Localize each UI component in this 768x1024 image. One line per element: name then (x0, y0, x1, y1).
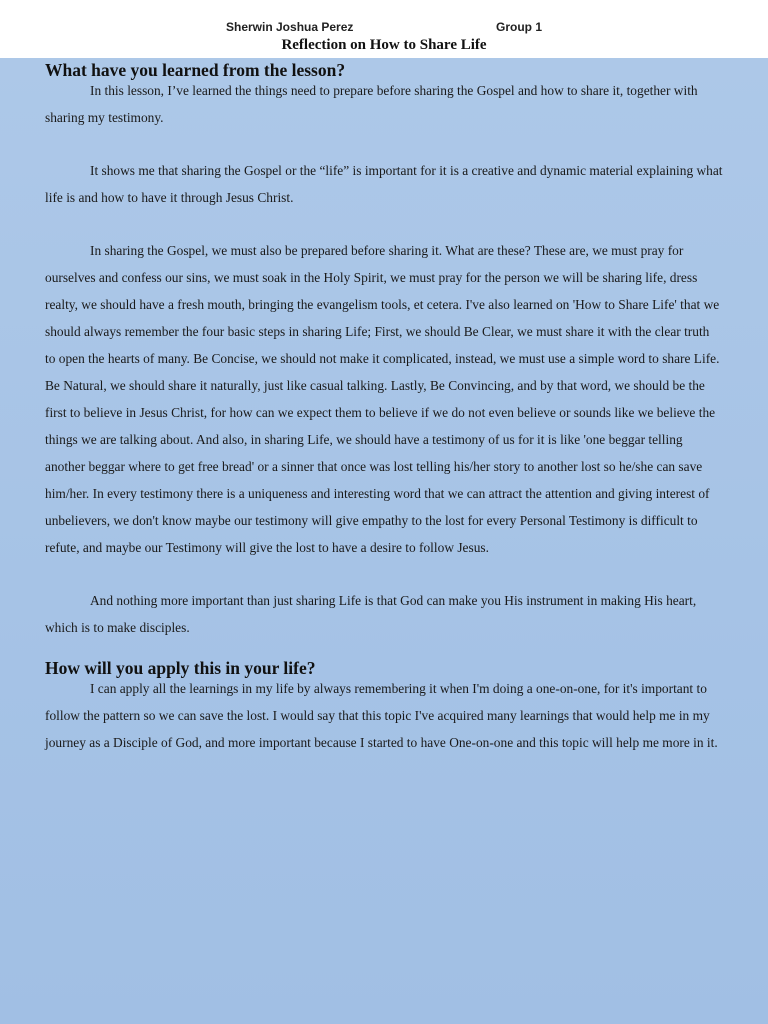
paragraph: And nothing more important than just sharing Life is that God can make you His instrument in making His heart, which is to make disciples. (45, 593, 697, 635)
page-body (0, 58, 768, 1024)
section-heading-learned: What have you learned from the lesson? (45, 60, 346, 80)
document-title: Reflection on How to Share Life (281, 37, 487, 53)
paragraph: In this lesson, I’ve learned the things need to prepare before sharing the Gospel and how to share it, together with sharing my testimony. (45, 83, 698, 125)
paragraph: I can apply all the learnings in my life by always remembering it when I'm doing a one-on-one, for it's important to follow the pattern so we can save the lost. I would say that this topic I've acquired many learnings that would help me in my journey as a Disciple of God, and more important because I started to have One-on-one and this topic will help me more in it. (45, 681, 718, 750)
group-label: Group 1 (496, 20, 543, 34)
document-content (45, 58, 723, 756)
author-name: Sherwin Joshua Perez (226, 20, 354, 34)
paragraph: It shows me that sharing the Gospel or the “life” is important for it is a creative and dynamic material explaining what life is and how to have it through Jesus Christ. (45, 163, 723, 205)
section-heading-apply: How will you apply this in your life? (45, 658, 316, 678)
paragraph: In sharing the Gospel, we must also be prepared before sharing it. What are these? These are, we must pray for ourselves and confess our sins, we must soak in the Holy Spirit, we must pray for the person we will be sharing life, dress realty, we should have a fresh mouth, bringing the evangelism tools, et cetera. I've also learned on 'How to Share Life' that we should always remember the four basic steps in sharing Life; First, we should Be Clear, we must share it with the clear truth to open the hearts of many. Be Concise, we should not make it complicated, instead, we must use a simple word to share Life. Be Natural, we should share it naturally, just like casual talking. Lastly, Be Convincing, and by that word, we should be the first to believe in Jesus Christ, for how can we expect them to believe if we do not even believe or sounds like we believe the things we are talking about. And also, in sharing Life, we should have a testimony of us for it is like 'one beggar telling another beggar where to get free bread' or a sinner that once was lost telling his/her story to another lost so he/she can save him/her. In every testimony there is a uniqueness and interesting word that we can attract the attention and giving interest of unbelievers, we don't know maybe our testimony will give empathy to the lost for every Personal Testimony is difficult to refute, and maybe our Testimony will give the lost to have a desire to follow Jesus. (45, 243, 720, 555)
document-header (0, 0, 768, 59)
